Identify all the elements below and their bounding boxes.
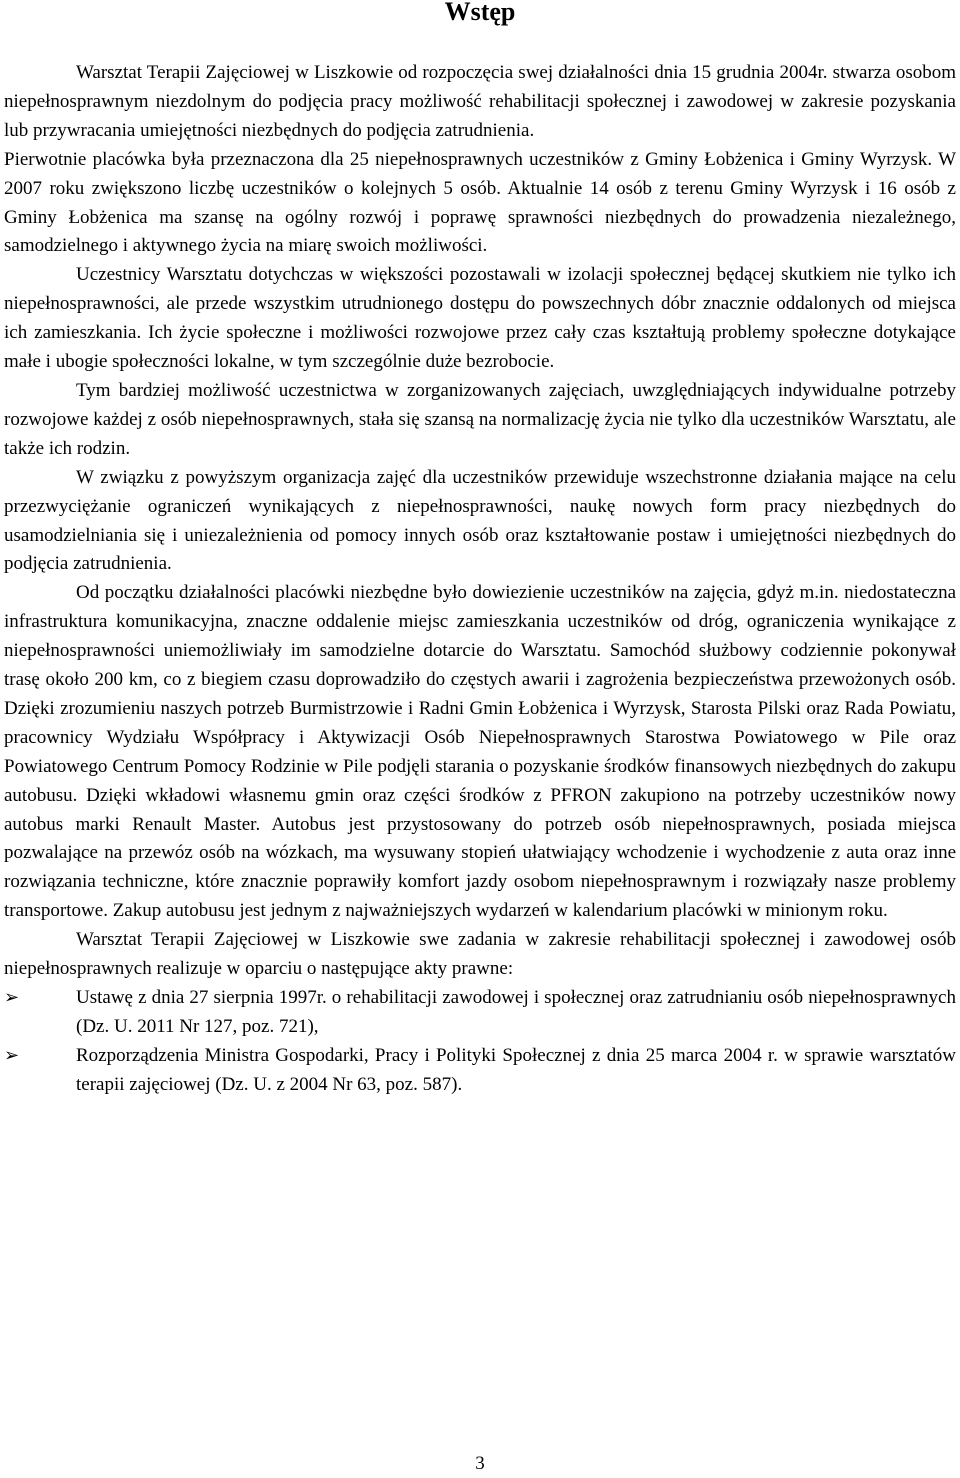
paragraph-transport: Od początku działalności placówki niezbędne było dowiezienie uczestników na zajęcia, gdyż m.in. niedostateczna infrastruktura komunikacyjna, znaczne oddalenie miejsc zamieszkania uczestników od dróg, ograniczenia wynikające z niepełnosprawności uniemożliwiały im samodzielne dotarcie do Warsztatu. Samochód służbowy codziennie pokonywał trasę około 200 km, co z biegiem czasu doprowadziło do częstych awarii i zagrożenia bezpieczeństwa przewożonych osób. Dzięki zrozumieniu naszych potrzeb Burmistrzowie i Radni Gmin Łobżenica i Wyrzysk, Starosta Pilski oraz Rada Powiatu, pracownicy Wydziału Współpracy i Aktywizacji Osób Niepełnosprawnych Starostwa Powiatowego w Pile oraz Powiatowego Centrum Pomocy Rodzinie w Pile podjęli starania o pozyskanie środków finansowych niezbędnych do zakupu autobusu. Dzięki wkładowi własnemu gmin oraz części środków z PFRON zakupiono na potrzeby uczestników nowy autobus marki Renault Master. Autobus jest przystosowany do potrzeb osób niepełnosprawnych, posiada miejsca pozwalające na przewóz osób na wózkach, ma wysuwany stopień ułatwiający wchodzenie i wychodzenie z auta oraz inne rozwiązania techniczne, które znacznie poprawiły komfort jazdy osobom niepełnosprawnym i rozwiązały nasze problemy transportowe. Zakup autobusu jest jednym z najważniejszych wydarzeń w kalendarium placówki w minionym roku. bbox=[4, 582, 956, 922]
list-item-act-1 bbox=[4, 984, 956, 1042]
list-item-text: Ustawę z dnia 27 sierpnia 1997r. o rehabilitacji zawodowej i społecznej oraz zatrudnianiu osób niepełnosprawnych (Dz. U. 2011 Nr 127, poz. 721), bbox=[76, 987, 956, 1037]
list-item-text: Rozporządzenia Ministra Gospodarki, Pracy i Polityki Społecznej z dnia 25 marca 2004 r. w sprawie warsztatów terapii zajęciowej (Dz. U. z 2004 Nr 63, poz. 587). bbox=[76, 1044, 956, 1095]
paragraph-activities: W związku z powyższym organizacja zajęć dla uczestników przewiduje wszechstronne działania mające na celu przezwyciężanie ograniczeń wynikających z niepełnosprawności, naukę nowych form pracy niezbędnych do usamodzielniania się i uniezależnienia od pomocy innych osób oraz kształtowanie postaw i umiejętności niezbędnych do podjęcia zatrudnienia. bbox=[4, 466, 956, 575]
paragraph-participants: Pierwotnie placówka była przeznaczona dla 25 niepełnosprawnych uczestników z Gminy Łobżenica i Gminy Wyrzysk. W 2007 roku zwiększono liczbę uczestników o kolejnych 5 osób. Aktualnie 14 osób z terenu Gminy Wyrzysk i 16 osób z Gminy Łobżenica ma szansę na ogólny rozwój i poprawę sprawności niezbędnych do prowadzenia niezależnego, samodzielnego i aktywnego życia na miarę swoich możliwości. bbox=[4, 148, 956, 257]
page-title: Wstęp bbox=[444, 0, 516, 26]
arrow-bullet-icon: ➢ bbox=[4, 1044, 20, 1066]
paragraph-legal-basis: Warsztat Terapii Zajęciowej w Liszkowie swe zadania w zakresie rehabilitacji społecznej i zawodowej osób niepełnosprawnych realizuje w oparciu o następujące akty prawne: bbox=[4, 929, 956, 980]
arrow-bullet-icon: ➢ bbox=[4, 987, 20, 1008]
document-body bbox=[4, 59, 956, 1100]
paragraph-isolation: Uczestnicy Warsztatu dotychczas w większości pozostawali w izolacji społecznej będącej skutkiem nie tylko ich niepełnosprawności, ale przede wszystkim utrudnionego dostępu do powszechnych dóbr znacznie oddalonych od miejsca ich zamieszkania. Ich życie społeczne i możliwości rozwojowe przez cały czas kształtują problemy społeczne dotykające małe i ubogie społeczności lokalne, w tym szczególnie duże bezrobocie. bbox=[4, 264, 956, 373]
paragraph-opportunity: Tym bardziej możliwość uczestnictwa w zorganizowanych zajęciach, uwzględniających indywidualne potrzeby rozwojowe każdej z osób niepełnosprawnych, stała się szansą na normalizację życia nie tylko dla uczestników Warsztatu, ale także ich rodzin. bbox=[4, 379, 956, 459]
list-item-act-2 bbox=[4, 1042, 956, 1100]
paragraph-intro: Warsztat Terapii Zajęciowej w Liszkowie od rozpoczęcia swej działalności dnia 15 grudnia 2004r. stwarza osobom niepełnosprawnym niezdolnym do podjęcia pracy możliwość rehabilitacji społecznej i zawodowej w zakresie pozyskania lub przywracania umiejętności niezbędnych do podjęcia zatrudnienia. bbox=[4, 62, 956, 141]
page-number: 3 bbox=[475, 1453, 485, 1474]
